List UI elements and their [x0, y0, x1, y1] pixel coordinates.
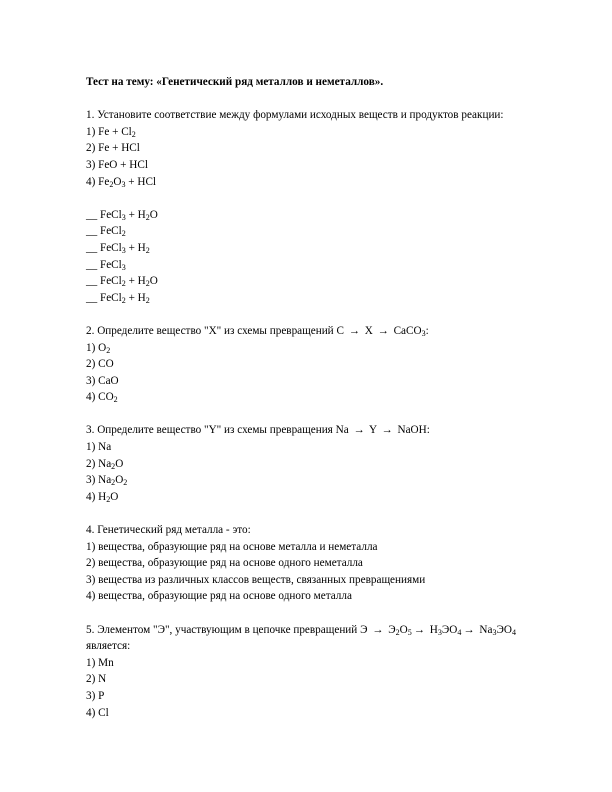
q4-option-3: 3) вещества из различных классов веществ, связанных превращениями — [86, 573, 426, 586]
q3-option-2: 2) $Na_2O$ — [86, 457, 124, 471]
q3-option-4: 4) $H_2O$ — [86, 490, 119, 504]
question-4-text: 4. Генетический ряд металла - это: — [86, 524, 251, 537]
page-title: Тест на тему: «Генетический ряд металлов и неметаллов». — [86, 76, 384, 88]
q4-option-4: 4) вещества, образующие ряд на основе одного металла — [86, 590, 352, 603]
q3-option-3: 3) $Na_2O_2$ — [86, 474, 128, 488]
q1-product-2: __ FeCl$_2$ — [86, 225, 126, 239]
question-5-continuation: является: — [86, 640, 131, 653]
q5-option-4: 4) Cl — [86, 706, 109, 719]
arrow-icon: → — [413, 623, 425, 636]
q2-option-3: 3) CaO — [86, 374, 119, 387]
q5-option-3: 3) P — [86, 689, 105, 702]
q4-option-2: 2) вещества, образующие ряд на основе одного неметалла — [86, 557, 363, 570]
q1-product-3: __ FeCl$_3$ + $H_2$ — [86, 241, 150, 255]
q5-option-1: 1) Mn — [86, 656, 114, 669]
arrow-icon: → — [377, 324, 389, 337]
q1-product-4: __ FeCl$_3$ — [86, 258, 126, 272]
q2-option-1: 1) $O_2$ — [86, 341, 111, 355]
arrow-icon: → — [463, 623, 475, 636]
q2-option-4: 4) $CO_2$ — [86, 391, 118, 405]
q1-option-3: 3) FeO + HCl — [86, 158, 148, 171]
q2-option-2: 2) CO — [86, 358, 114, 371]
q1-option-1: 1) $Fe + Cl_2$ — [86, 125, 136, 139]
question-5-text: 5. Элементом "Э", участвующим в цепочке превращений $Э \to Э_2O_5 \to H_3ЭO_4 \to Na_3ЭO_4$ — [86, 623, 516, 637]
q1-product-1: __ FeCl$_3$ + $H_2O$ — [86, 208, 158, 222]
q1-product-6: __ FeCl$_2$ + $H_2$ — [86, 291, 150, 305]
question-3-text: 3. Определите вещество "Y" из схемы превращения Na → Y → NaOH: — [86, 424, 430, 437]
arrow-icon: → — [348, 324, 360, 337]
arrow-icon: → — [372, 623, 384, 636]
q1-product-5: __ FeCl$_2$ + $H_2O$ — [86, 275, 158, 289]
q5-option-2: 2) N — [86, 673, 107, 686]
q1-option-2: 2) Fe + HCl — [86, 142, 140, 155]
arrow-icon: → — [381, 424, 393, 437]
q1-option-4: 4) $Fe_2O_3$ + HCl — [86, 175, 157, 189]
arrow-icon: → — [353, 424, 365, 437]
q3-option-1: 1) Na — [86, 441, 112, 454]
question-1-text: 1. Установите соответствие между формулами исходных веществ и продуктов реакции: — [86, 109, 504, 122]
q4-option-1: 1) вещества, образующие ряд на основе металла и неметалла — [86, 540, 378, 553]
question-2-text: 2. Определите вещество "X" из схемы превращений C → X → CaCO$_3$: — [86, 324, 429, 338]
